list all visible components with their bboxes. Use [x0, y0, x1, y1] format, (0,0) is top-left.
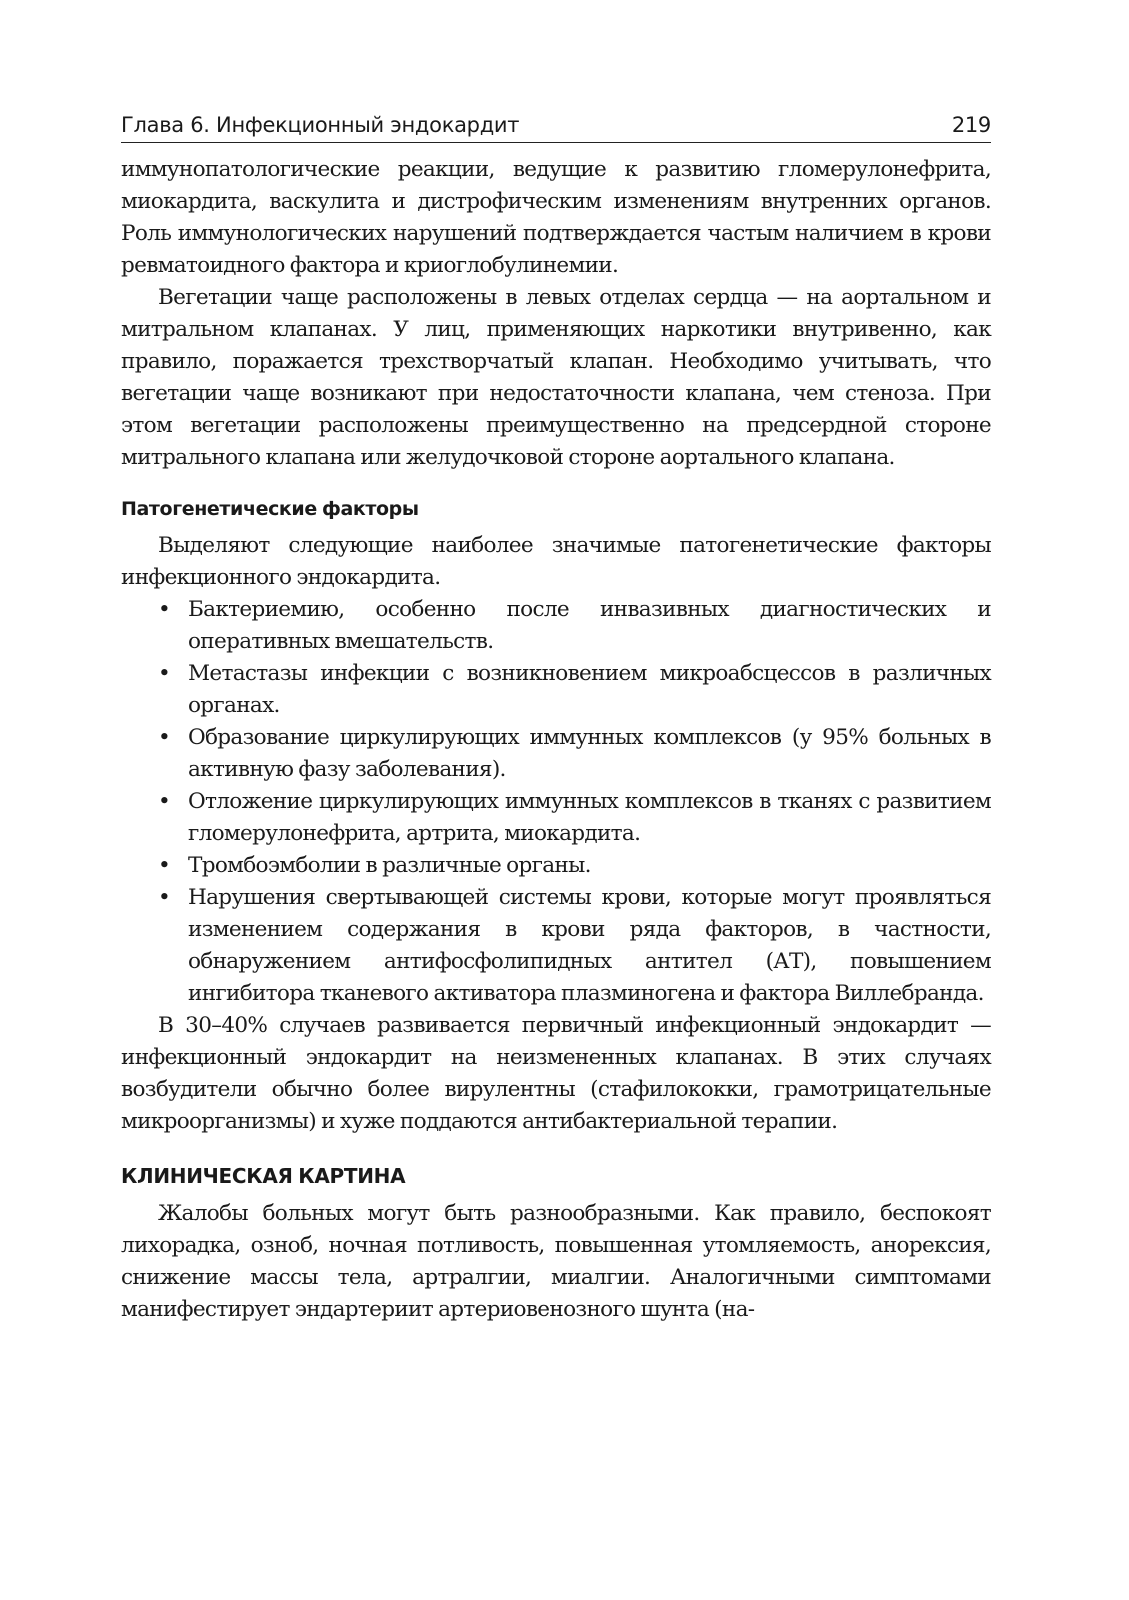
list-item-text: Метастазы инфекции с возникновением микроабсцессов в различных органах. — [188, 661, 991, 718]
paragraph-continuation: иммунопатологические реакции, ведущие к развитию гломерулонефрита, миокардита, васкулита и дистрофическим изменениям внутренних органов. Роль иммунологических нарушений подтверждается частым наличием в крови ревматоидного фактора и криоглобулинемии. — [121, 157, 991, 278]
page-body — [121, 154, 991, 1326]
book-page — [121, 107, 991, 1326]
pathogenetic-factors-list — [121, 594, 991, 1010]
list-item-text: Бактериемию, особенно после инвазивных диагностических и оперативных вмешательств. — [188, 597, 991, 654]
bullet-icon: • — [158, 661, 171, 686]
bullet-icon: • — [158, 725, 171, 750]
section-heading-pathogenetic-factors: Патогенетические факторы — [121, 498, 419, 520]
list-item-text: Нарушения свертывающей системы крови, которые могут проявляться изменением содержания в крови ряда факторов, в частности, обнаружением антифосфолипидных антител (АТ), повышением ингибитора тканевого активатора плазминогена и фактора Виллебранда. — [188, 885, 991, 1006]
bullet-icon: • — [158, 597, 171, 622]
chapter-title: Глава 6. Инфекционный эндокардит — [121, 113, 520, 137]
bullet-icon: • — [158, 853, 171, 878]
section-heading-clinical-picture: КЛИНИЧЕСКАЯ КАРТИНА — [121, 1164, 406, 1188]
list-item — [158, 722, 991, 786]
list-item — [158, 658, 991, 722]
list-item — [158, 850, 991, 882]
paragraph-vegetations: Вегетации чаще расположены в левых отделах сердца — на аортальном и митральном клапанах. У лиц, применяющих наркотики внутривенно, как правило, поражается трехстворчатый клапан. Необходимо учитывать, что вегетации чаще возникают при недостаточности клапана, чем стеноза. При этом вегетации расположены преимущественно на предсердной стороне митрального клапана или желудочковой стороне аортального клапана. — [121, 285, 991, 470]
list-item-text: Тромбоэмболии в различные органы. — [188, 853, 591, 878]
list-item — [158, 786, 991, 850]
list-item-text: Отложение циркулирующих иммунных комплексов в тканях с развитием гломерулонефрита, артрита, миокардита. — [188, 789, 991, 846]
list-item — [158, 594, 991, 658]
paragraph-primary-endocarditis: В 30–40% случаев развивается первичный инфекционный эндокардит — инфекционный эндокардит на неизмененных клапанах. В этих случаях возбудители обычно более вирулентны (стафилококки, грамотрицательные микроорганизмы) и хуже поддаются антибактериальной терапии. — [121, 1013, 991, 1134]
list-item — [158, 882, 991, 1010]
paragraph-pathogenetic-intro: Выделяют следующие наиболее значимые патогенетические факторы инфекционного эндокардита. — [121, 533, 991, 590]
list-item-text: Образование циркулирующих иммунных комплексов (у 95% больных в активную фазу заболевания). — [188, 725, 991, 782]
bullet-icon: • — [158, 789, 171, 814]
running-header — [121, 107, 991, 143]
bullet-icon: • — [158, 885, 171, 910]
paragraph-complaints: Жалобы больных могут быть разнообразными. Как правило, беспокоят лихорадка, озноб, ночная потливость, повышенная утомляемость, анорексия, снижение массы тела, артралгии, миалгии. Аналогичными симптомами манифестирует эндартериит артериовенозного шунта (на- — [121, 1201, 991, 1322]
page-number: 219 — [951, 113, 991, 137]
